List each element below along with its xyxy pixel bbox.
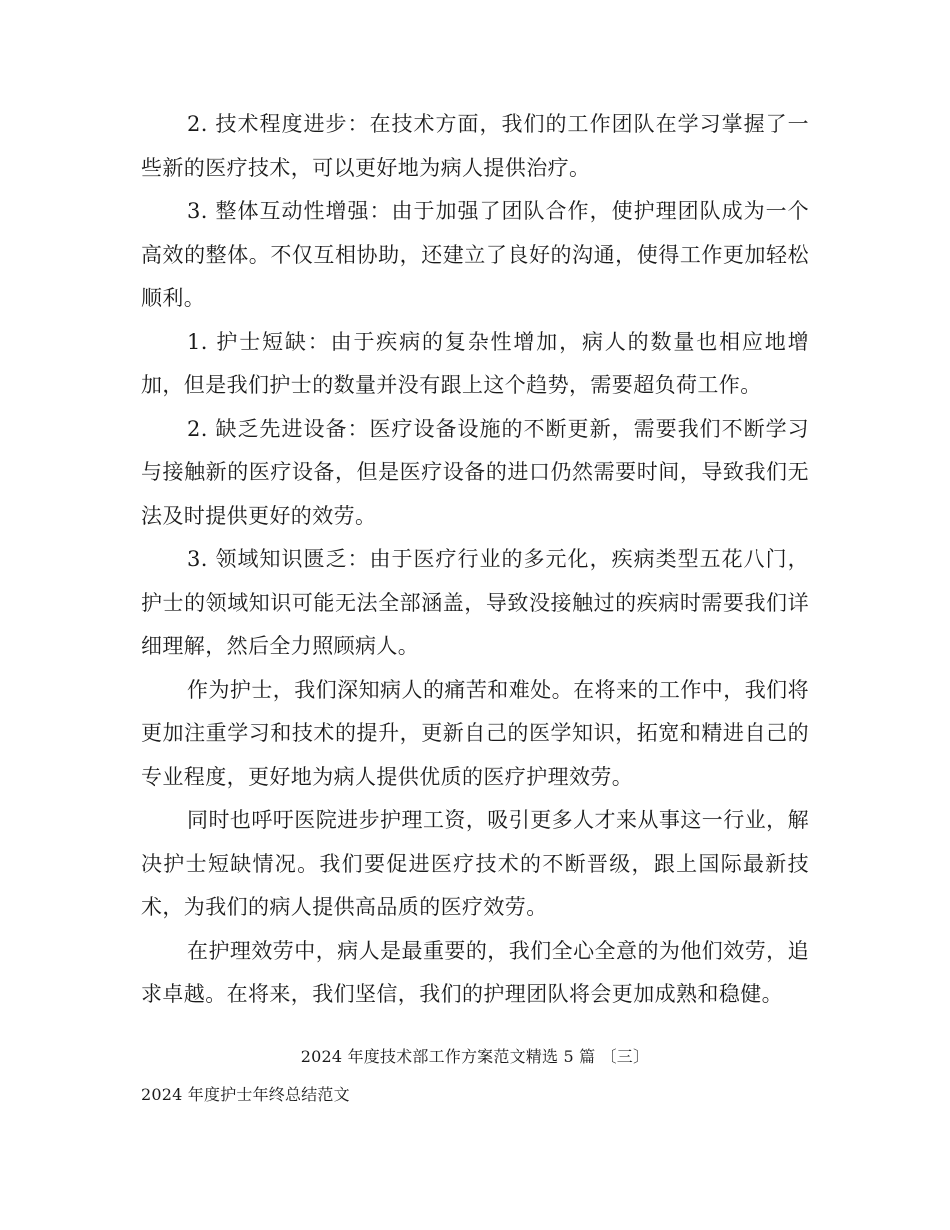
paragraph-teamwork: 3. 整体互动性增强：由于加强了团队合作，使护理团队成为一个高效的整体。不仅互相协助，还建立了良好的沟通，使得工作更加轻松顺利。: [141, 199, 809, 310]
body-text: [141, 103, 809, 1017]
paragraph-conclusion: 在护理效劳中，病人是最重要的，我们全心全意的为他们效劳，追求卓越。在将来，我们坚信，我们的护理团队将会更加成熟和稳健。: [141, 938, 809, 1006]
section-title: 2024 年度技术部工作方案范文精选 5 篇 〔三〕: [300, 1047, 650, 1066]
paragraph-future-work: 作为护士，我们深知病人的痛苦和难处。在将来的工作中，我们将更加注重学习和技术的提升，更新自己的医学知识，拓宽和精进自己的专业程度，更好地为病人提供优质的医疗护理效劳。: [141, 677, 809, 789]
section-subtitle: 2024 年度护士年终总结范文: [141, 1085, 350, 1104]
paragraph-nurse-shortage: 1. 护士短缺：由于疾病的复杂性增加，病人的数量也相应地增加，但是我们护士的数量并没有跟上这个趋势，需要超负荷工作。: [141, 329, 809, 397]
paragraph-equipment: 2. 缺乏先进设备：医疗设备设施的不断更新，需要我们不断学习与接触新的医疗设备，但是医疗设备的进口仍然需要时间，导致我们无法及时提供更好的效劳。: [141, 416, 809, 528]
paragraph-tech-progress: 2. 技术程度进步：在技术方面，我们的工作团队在学习掌握了一些新的医疗技术，可以更好地为病人提供治疗。: [141, 112, 809, 180]
paragraph-appeal: 同时也呼吁医院进步护理工资，吸引更多人才来从事这一行业，解决护士短缺情况。我们要促进医疗技术的不断晋级，跟上国际最新技术，为我们的病人提供高品质的医疗效劳。: [141, 808, 809, 919]
paragraph-knowledge: 3. 领域知识匮乏：由于医疗行业的多元化，疾病类型五花八门，护士的领域知识可能无法全部涵盖，导致没接触过的疾病时需要我们详细理解，然后全力照顾病人。: [141, 547, 809, 658]
